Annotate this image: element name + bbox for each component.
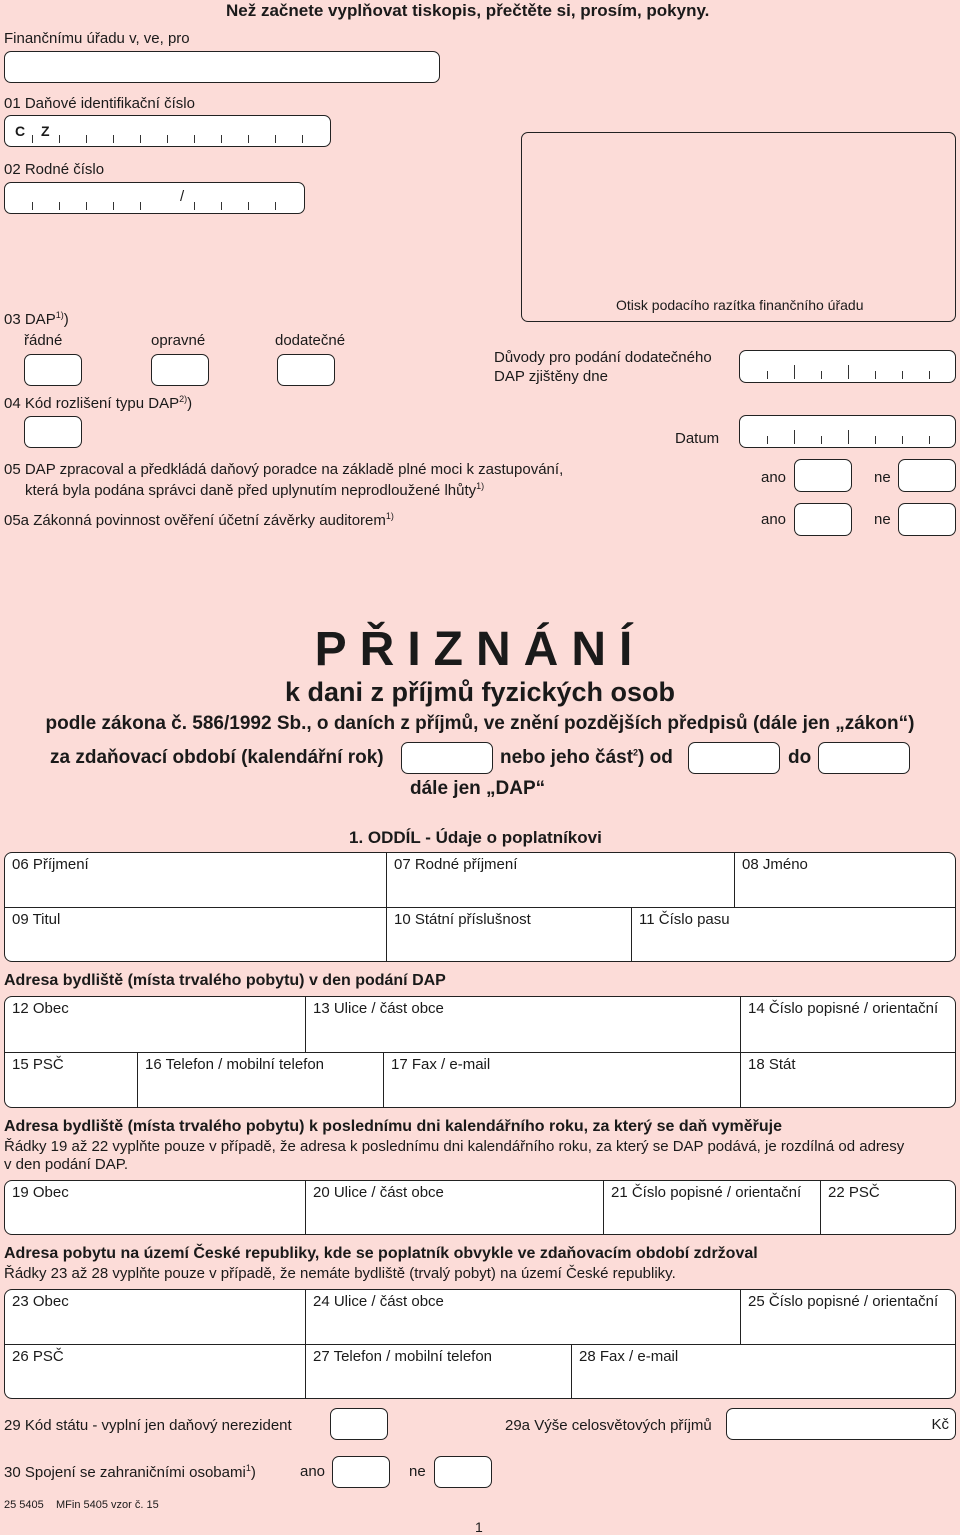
- law-reference: podle zákona č. 586/1992 Sb., o daních z příjmů, ve znění pozdějších předpisů (dále jen „zákon“): [45, 713, 915, 734]
- field05-yes-checkbox[interactable]: [794, 459, 852, 492]
- form-code: 25 5405 MFin 5405 vzor č. 15: [4, 1499, 159, 1511]
- stamp-label: Otisk podacího razítka finančního úřadu: [616, 297, 864, 313]
- currency-unit: Kč: [931, 1416, 949, 1433]
- stamp-area: [521, 132, 956, 322]
- rc-ticks: [5, 203, 304, 213]
- duvody-date-input[interactable]: [739, 350, 956, 383]
- telefon-field[interactable]: 16 Telefon / mobilní telefon: [138, 1053, 384, 1108]
- field30-no-label: ne: [409, 1463, 426, 1480]
- rc-slash: /: [180, 188, 185, 205]
- rodne-cislo-input[interactable]: [4, 182, 305, 214]
- field30-yes-checkbox[interactable]: [332, 1456, 390, 1488]
- duvody-line1: Důvody pro podání dodatečného: [494, 349, 712, 366]
- field05-no-checkbox[interactable]: [898, 459, 956, 492]
- addr3-note: Řádky 23 až 28 vyplňte pouze v případě, že nemáte bydliště (trvalý pobyt) na území České republiky.: [4, 1265, 676, 1282]
- cislo-popisne3-field[interactable]: 25 Číslo popisné / orientační: [741, 1290, 956, 1345]
- obec3-field[interactable]: 23 Obec: [5, 1290, 306, 1345]
- obec-field[interactable]: 12 Obec: [5, 997, 306, 1053]
- field30-yes-label: ano: [300, 1463, 326, 1480]
- fax-email-field[interactable]: 17 Fax / e-mail: [384, 1053, 741, 1108]
- radne-checkbox[interactable]: [24, 354, 82, 386]
- office-label: Finančnímu úřadu v, ve, pro: [4, 30, 190, 47]
- kod-rozliseni-input[interactable]: [24, 416, 82, 448]
- field05a-yes-label: ano: [761, 511, 787, 528]
- field05-no-label: ne: [874, 469, 891, 486]
- dic-prefix-z: Z: [41, 123, 50, 139]
- period-part-label: nebo jeho část$^2$) od: [500, 747, 673, 768]
- period-year-input[interactable]: [401, 742, 493, 774]
- duvody-date-ticks: [740, 372, 955, 382]
- datum-input[interactable]: [739, 415, 956, 448]
- field01-label: 01 Daňové identifikační číslo: [4, 95, 195, 112]
- field30-label: 30 Spojení se zahraničními osobami$^1$): [4, 1463, 256, 1481]
- kod-statu-input[interactable]: [330, 1408, 388, 1440]
- jmeno-field[interactable]: 08 Jméno: [735, 853, 956, 908]
- statni-prislusnost-field[interactable]: 10 Státní příslušnost: [387, 908, 632, 962]
- section1-title: 1. ODDÍL - Údaje o poplatníkovi: [349, 828, 602, 847]
- field05-line2: která byla podána správci daně před uplynutím neprodloužené lhůty$^{1)}$: [25, 481, 485, 499]
- addr1-grid: [4, 996, 956, 1108]
- instruction-text: Než začnete vyplňovat tiskopis, přečtěte si, prosím, pokyny.: [226, 1, 710, 20]
- dale-jen-label: dále jen „DAP“: [410, 778, 546, 799]
- field05-line1: 05 DAP zpracoval a předkládá daňový poradce na základě plné moci k zastupování,: [4, 461, 564, 478]
- period-to-label: do: [788, 747, 812, 768]
- cislo-popisne2-field[interactable]: 21 Číslo popisné / orientační: [604, 1181, 821, 1235]
- datum-label: Datum: [675, 430, 720, 447]
- dic-input[interactable]: [4, 115, 331, 147]
- dic-ticks: [5, 136, 330, 146]
- page-number: 1: [475, 1519, 483, 1535]
- titul-field[interactable]: 09 Titul: [5, 908, 387, 962]
- obec2-field[interactable]: 19 Obec: [5, 1181, 306, 1235]
- cislo-popisne-field[interactable]: 14 Číslo popisné / orientační: [741, 997, 956, 1053]
- ulice3-field[interactable]: 24 Ulice / část obce: [306, 1290, 741, 1345]
- addr2-title: Adresa bydliště (místa trvalého pobytu) k poslednímu dni kalendářního roku, za který se daň vyměřuje: [4, 1118, 782, 1135]
- addr2-note-line1: Řádky 19 až 22 vyplňte pouze v případě, že adresa k poslednímu dni kalendářního roku, za který se DAP podává, je rozdílná od adresy: [4, 1138, 905, 1155]
- field05a-label: 05a Zákonná povinnost ověření účetní závěrky auditorem$^{1)}$: [4, 511, 394, 529]
- option-dodatecne-label: dodatečné: [275, 332, 346, 349]
- field05a-no-checkbox[interactable]: [898, 503, 956, 536]
- psc3-field[interactable]: 26 PSČ: [5, 1345, 306, 1399]
- addr3-title: Adresa pobytu na území České republiky, kde se poplatník obvykle ve zdaňovacím období zdržoval: [4, 1245, 758, 1262]
- field30-no-checkbox[interactable]: [434, 1456, 492, 1488]
- field05a-yes-checkbox[interactable]: [794, 503, 852, 536]
- office-input[interactable]: [4, 51, 440, 83]
- option-radne-label: řádné: [24, 332, 63, 349]
- dic-prefix-c: C: [15, 123, 26, 139]
- form-subtitle: k dani z příjmů fyzických osob: [284, 677, 676, 707]
- taxpayer-grid: [4, 852, 956, 962]
- celosvetove-prijmy-input[interactable]: [726, 1408, 956, 1440]
- telefon3-field[interactable]: 27 Telefon / mobilní telefon: [306, 1345, 572, 1399]
- field04-label: 04 Kód rozlišení typu DAP$^{2)}$): [4, 394, 193, 412]
- period-from-input[interactable]: [688, 742, 780, 774]
- datum-ticks: [740, 437, 955, 447]
- prijmeni-field[interactable]: 06 Příjmení: [5, 853, 387, 908]
- opravne-checkbox[interactable]: [151, 354, 209, 386]
- field29a-label: 29a Výše celosvětových příjmů: [505, 1417, 712, 1434]
- addr1-title: Adresa bydliště (místa trvalého pobytu) v den podání DAP: [4, 972, 446, 989]
- addr3-grid: [4, 1289, 956, 1399]
- rodne-prijmeni-field[interactable]: 07 Rodné příjmení: [387, 853, 735, 908]
- field02-label: 02 Rodné číslo: [4, 161, 105, 178]
- psc-field[interactable]: 15 PSČ: [5, 1053, 138, 1108]
- field29-label: 29 Kód státu - vyplní jen daňový nerezident: [4, 1417, 292, 1434]
- form-title: PŘIZNÁNÍ: [314, 623, 646, 676]
- option-opravne-label: opravné: [151, 332, 206, 349]
- period-to-input[interactable]: [818, 742, 910, 774]
- stat-field[interactable]: 18 Stát: [748, 1056, 796, 1073]
- addr2-note-line2: v den podání DAP.: [4, 1156, 128, 1173]
- duvody-line2: DAP zjištěny dne: [494, 368, 608, 385]
- dodatecne-checkbox[interactable]: [277, 354, 335, 386]
- field05a-no-label: ne: [874, 511, 891, 528]
- addr2-grid: [4, 1180, 956, 1235]
- psc2-field[interactable]: 22 PSČ: [828, 1184, 880, 1201]
- field03-label: 03 DAP$^{1)}$): [4, 310, 69, 328]
- cislo-pasu-field[interactable]: 11 Číslo pasu: [639, 911, 730, 928]
- fax-email3-field[interactable]: 28 Fax / e-mail: [579, 1348, 679, 1365]
- ulice-field[interactable]: 13 Ulice / část obce: [306, 997, 741, 1053]
- field05-yes-label: ano: [761, 469, 787, 486]
- ulice2-field[interactable]: 20 Ulice / část obce: [306, 1181, 604, 1235]
- period-label: za zdaňovací období (kalendářní rok): [50, 747, 384, 768]
